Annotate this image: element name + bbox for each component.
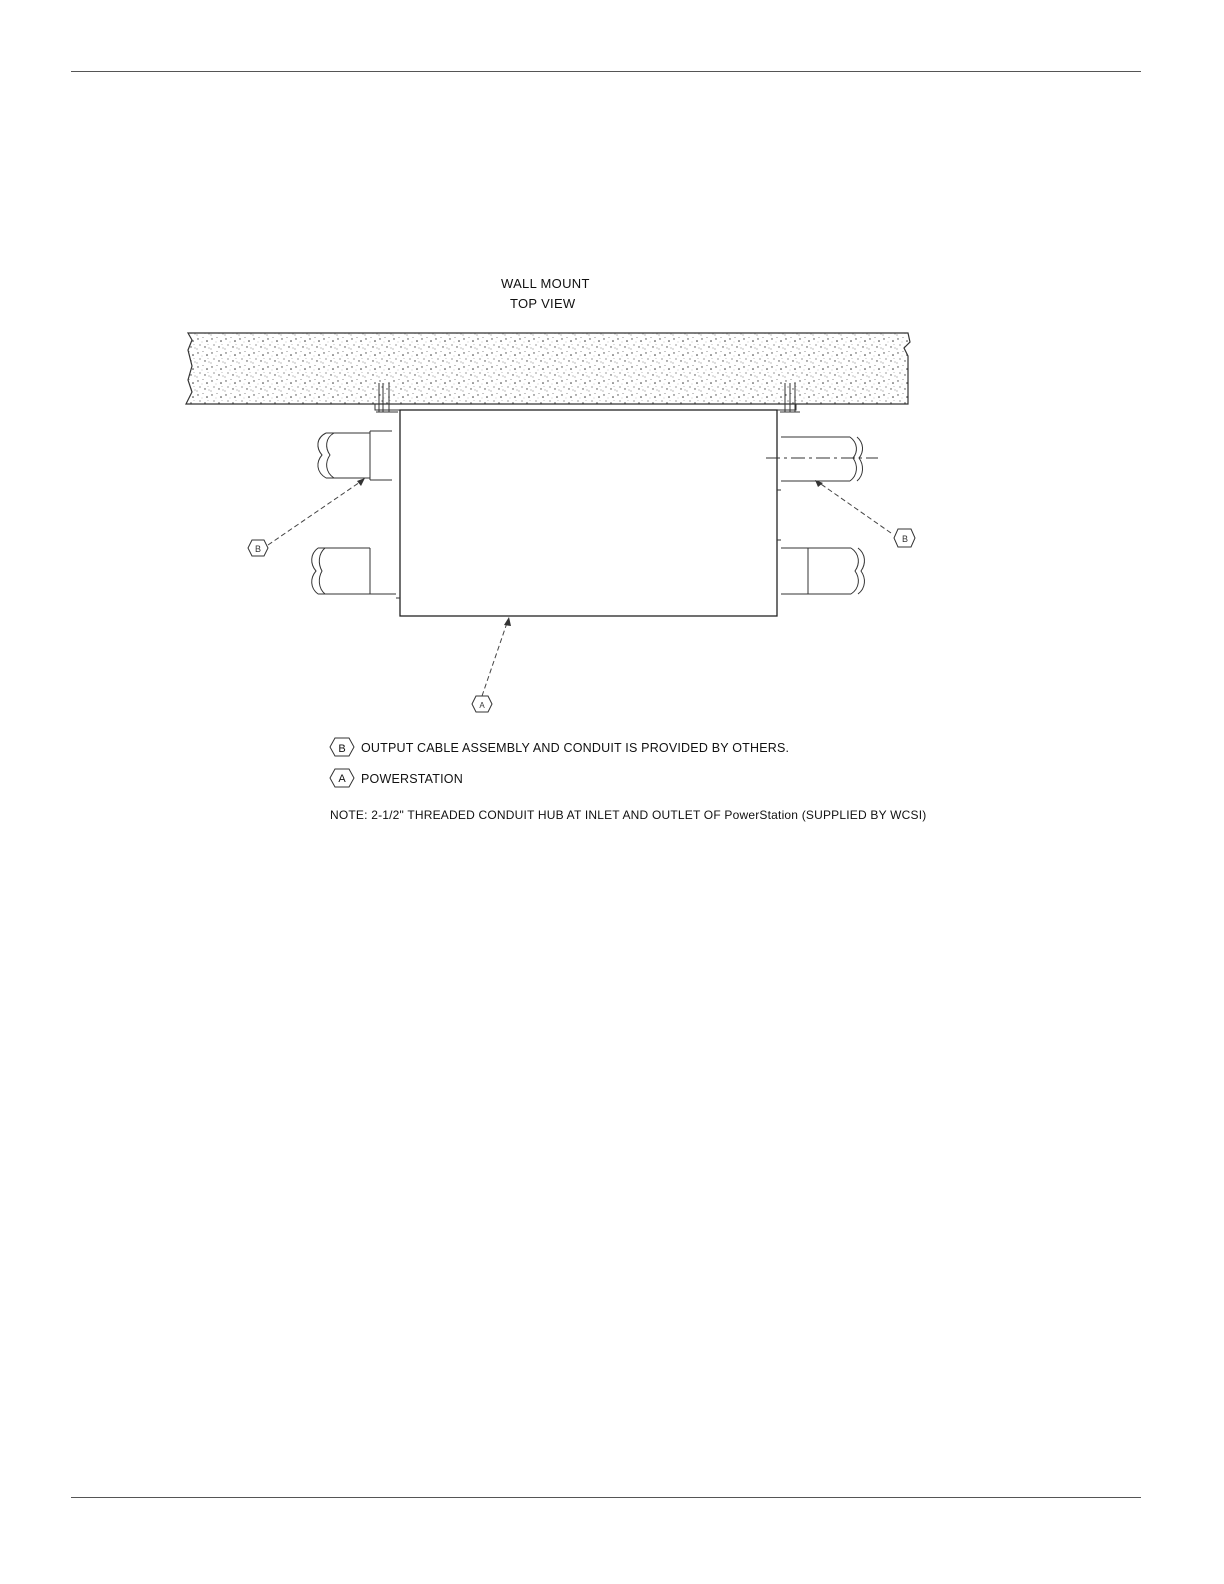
legend-a-description: POWERSTATION: [361, 772, 463, 786]
callout-a-bottom-label: A: [479, 701, 485, 710]
drawing-subtitle: TOP VIEW: [510, 296, 576, 311]
callout-b-right: [894, 529, 915, 547]
drawing-title: WALL MOUNT: [501, 276, 590, 291]
callout-b-right-label: B: [901, 534, 909, 544]
drawing-note: NOTE: 2-1/2" THREADED CONDUIT HUB AT INLET AND OUTLET OF PowerStation (SUPPLIED BY WCSI): [330, 808, 927, 822]
legend-b-description: OUTPUT CABLE ASSEMBLY AND CONDUIT IS PROVIDED BY OTHERS.: [361, 741, 790, 755]
legend-a-tag: [330, 769, 354, 787]
legend-a-tag-label: A: [338, 773, 346, 785]
right-lower-conduit: [781, 548, 864, 594]
left-upper-conduit: [318, 431, 392, 480]
powerstation-enclosure: [396, 410, 781, 616]
callout-a-bottom: [472, 696, 492, 712]
concrete-wall: [186, 333, 910, 404]
legend-b-tag-label: B: [338, 743, 346, 755]
legend-b-tag: [330, 738, 354, 756]
left-lower-conduit: [312, 548, 396, 594]
callout-b-left: [248, 540, 268, 556]
callout-b-left-label: B: [254, 544, 262, 554]
right-upper-conduit: [766, 437, 878, 481]
